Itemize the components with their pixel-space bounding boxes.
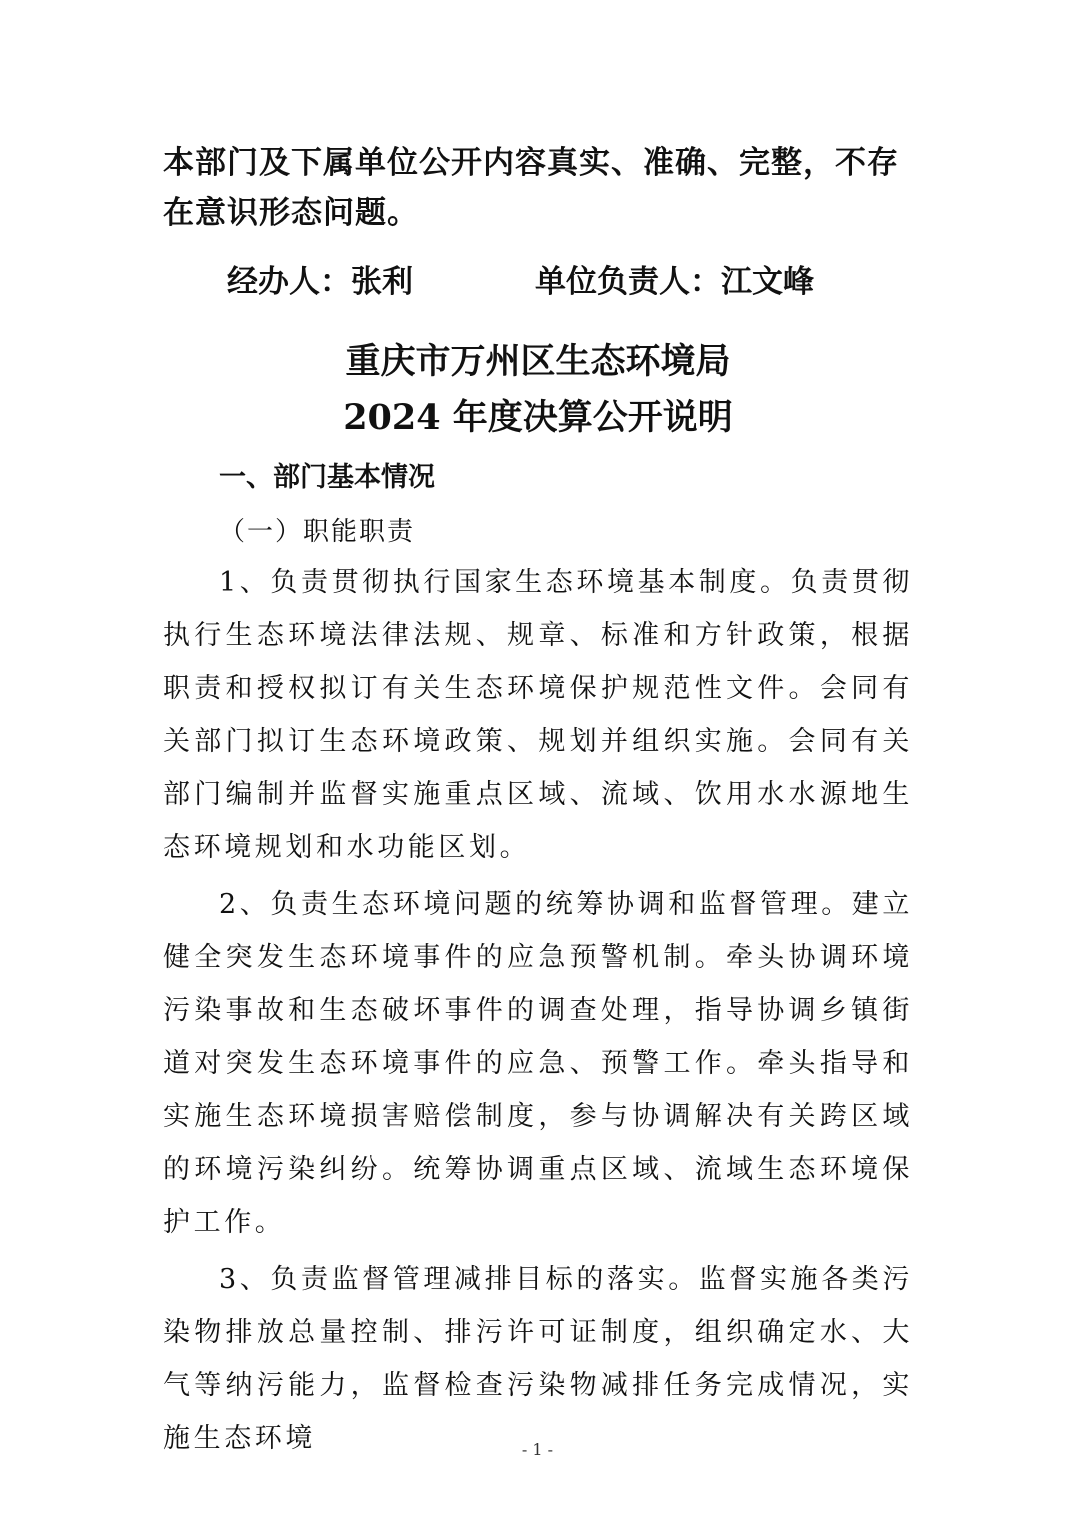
page-content (163, 138, 913, 1465)
title-line-1: 重庆市万州区生态环境局 (345, 341, 731, 382)
page-number: - 1 - (521, 1440, 554, 1459)
body-paragraph: 3、负责监督管理减排目标的落实。监督实施各类污染物排放总量控制、排污许可证制度，组织确定水、大气等纳污能力，监督检查污染物减排任务完成情况，实施生态环境 (163, 1264, 913, 1454)
authenticity-statement: 本部门及下属单位公开内容真实、准确、完整，不存在意识形态问题。 (163, 145, 899, 231)
signature-line (163, 246, 913, 308)
handler-label: 经办人：张利 (227, 264, 413, 300)
title-line-2: 2024 年度决算公开说明 (343, 397, 733, 438)
body-paragraph: 1、负责贯彻执行国家生态环境基本制度。负责贯彻执行生态环境法律法规、规章、标准和方针政策，根据职责和授权拟订有关生态环境保护规范性文件。会同有关部门拟订生态环境政策、规划并组织实施。会同有关部门编制并监督实施重点区域、流域、饮用水水源地生态环境规划和水功能区划。 (163, 567, 913, 863)
unit-head-label: 单位负责人：江文峰 (535, 264, 814, 300)
sub-heading: （一）职能职责 (219, 517, 416, 547)
section-heading: 一、部门基本情况 (219, 462, 435, 493)
body-paragraph: 2、负责生态环境问题的统筹协调和监督管理。建立健全突发生态环境事件的应急预警机制。牵头协调环境污染事故和生态破坏事件的调查处理，指导协调乡镇街道对突发生态环境事件的应急、预警工作。牵头指导和实施生态环境损害赔偿制度，参与协调解决有关跨区域的环境污染纠纷。统筹协调重点区域、流域生态环境保护工作。 (163, 889, 913, 1238)
document-title (163, 334, 913, 446)
